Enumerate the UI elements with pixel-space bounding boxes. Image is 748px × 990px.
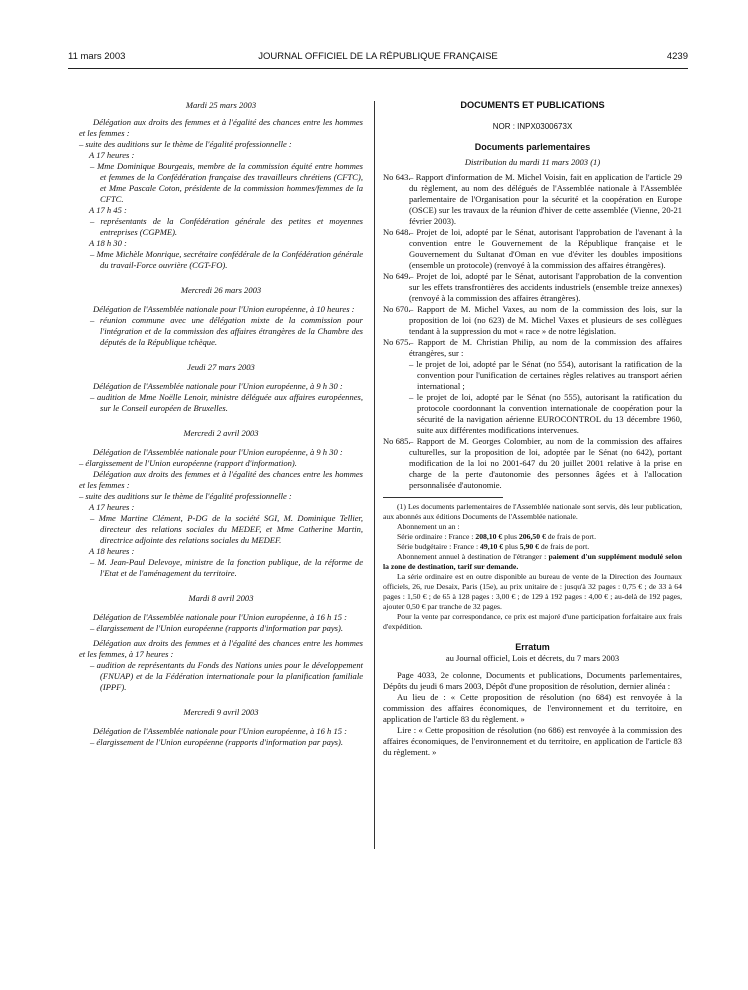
footnote-block <box>383 502 682 632</box>
foreign-subscription: Abonnement annuel à destination de l'étranger : paiement d'un supplément modulé selon la zone de destination, tarif sur demande. <box>383 552 682 571</box>
date-heading: Mercredi 2 avril 2003 <box>183 428 259 438</box>
section-title: DOCUMENTS ET PUBLICATIONS <box>460 100 605 110</box>
date-heading: Jeudi 27 mars 2003 <box>187 362 255 372</box>
entry-text: – Projet de loi, adopté par le Sénat, autorisant l'approbation de la convention sur les effets transfrontières des accidents industriels (ensemble treize annexes) (renvoyé à la commission des affaires étrangères). <box>409 271 682 303</box>
date-heading: Mardi 25 mars 2003 <box>185 100 257 110</box>
date-heading: Mercredi 9 avril 2003 <box>183 707 259 717</box>
document-entry <box>383 436 682 491</box>
paragraph: Délégation aux droits des femmes et à l'égalité des chances entre les hommes et les femmes : <box>79 469 363 490</box>
date-heading: Mardi 8 avril 2003 <box>188 593 254 603</box>
time-label: A 18 h 30 : <box>89 238 127 248</box>
paragraph: – réunion commune avec une délégation mixte de la commission pour l'intégration et de la commission des affaires étrangères de la Chambre des députés de la République tchèque. <box>90 315 363 347</box>
paragraph: Délégation de l'Assemblée nationale pour l'Union européenne, à 9 h 30 : <box>93 381 343 391</box>
footnote-text: Pour la vente par correspondance, ce prix est majoré d'une participation forfaitaire aux frais d'expédition. <box>383 612 682 631</box>
paragraph: Délégation aux droits des femmes et à l'égalité des chances entre les hommes et les femmes, à 17 heures : <box>79 638 363 659</box>
nor-reference: NOR : INPX0300673X <box>492 122 573 131</box>
entry-number: No 685. <box>383 436 411 446</box>
entry-number: No 648. <box>383 227 411 237</box>
paragraph: Page 4033, 2e colonne, Documents et publications, Documents parlementaires, Dépôts du jeudi 6 mars 2003, Dépôt d'une proposition de résolution, dernier alinéa : <box>383 670 682 691</box>
paragraph: – élargissement de l'Union européenne (rapports d'information par pays). <box>90 623 343 633</box>
time-label: A 17 heures : <box>89 150 135 160</box>
document-entry <box>383 271 682 304</box>
paragraph: – suite des auditions sur le thème de l'égalité professionnelle : <box>79 139 292 149</box>
footnote-text: La série ordinaire est en outre disponible au bureau de vente de la Direction des Journaux officiels, 26, rue Desaix, Paris (15e), au prix unitaire de : jusqu'à 32 pages : 0,75 € ; de 33 à 64 pages : 1,50 € ; de 65 à 128 pages : 3,00 € ; de 129 à 192 pages : 4,00 € ; au-delà de 192 pages, ajouter 0,50 € par tranche de 32 pages. <box>383 572 682 611</box>
price-line-ordinaire: Série ordinaire : France : 208,10 € plus 206,50 € de frais de port. <box>397 532 596 541</box>
entry-number: No 649. <box>383 271 411 281</box>
entry-number: No 675. <box>383 337 411 347</box>
entry-text: – Rapport de M. Christian Philip, au nom de la commission des affaires étrangères, sur : <box>409 337 682 358</box>
left-column <box>79 100 363 748</box>
time-label: A 18 heures : <box>89 546 135 556</box>
document-entry <box>383 227 682 271</box>
paragraph: Délégation de l'Assemblée nationale pour l'Union européenne, à 10 heures : <box>93 304 355 314</box>
entry-text: – Rapport de M. Georges Colombier, au nom de la commission des affaires culturelles, sur la proposition de loi, adoptée par le Sénat (no 642), portant modification de la loi no 2001-647 du 20 juillet 2001 relative à la prise en charge de la perte d'autonomie des personnes âgées et à l'allocation personnalisée d'autonomie. <box>409 436 682 490</box>
header-page-number: 4239 <box>666 51 688 62</box>
paragraph: – Mme Martine Clément, P-DG de la société SGI, M. Dominique Tellier, directeur des relations sociales du MEDEF, et Mme Catherine Martin, directrice adjointe des relations sociales du MEDEF. <box>90 513 363 545</box>
paragraph: – élargissement de l'Union européenne (rapports d'information par pays). <box>90 737 343 747</box>
paragraph: Délégation de l'Assemblée nationale pour l'Union européenne, à 9 h 30 : <box>93 447 343 457</box>
paragraph: Au lieu de : « Cette proposition de résolution (no 684) est renvoyée à la commission des affaires économiques, de l'environnement et du territoire, en application de l'article 83 du règlement. » <box>383 692 682 724</box>
erratum-title: Erratum <box>515 642 550 652</box>
footnote-text: Abonnement un an : <box>397 522 460 531</box>
paragraph: – audition de Mme Noëlle Lenoir, ministre déléguée aux affaires européennes, sur le Conseil européen de Bruxelles. <box>90 392 363 413</box>
paragraph: – Mme Dominique Bourgeais, membre de la commission équité entre hommes et femmes de la Confédération française des travailleurs chrétiens (CFTC), et Mme Pascale Coton, présidente de la commission hommes/femmes de la CFTC. <box>90 161 363 204</box>
list-item: – le projet de loi, adopté par le Sénat (no 555), autorisant la ratification du protocole coordonnant la convention internationale de coopération pour la sécurité de la navigation aérienne EUROCONTROL du 13 décembre 1960, suite aux différentes modifications intervenues. <box>409 392 682 435</box>
paragraph: Lire : « Cette proposition de résolution (no 686) est renvoyée à la commission des affaires économiques, de l'environnement et du territoire, en application de l'article 83 du règlement. » <box>383 725 682 757</box>
paragraph: – élargissement de l'Union européenne (rapport d'information). <box>79 458 297 468</box>
distribution-line: Distribution du mardi 11 mars 2003 (1) <box>464 157 601 167</box>
column-divider <box>374 101 375 849</box>
entry-text: – Projet de loi, adopté par le Sénat, autorisant l'approbation de l'avenant à la convention entre le Gouvernement de la République française et le Gouvernement du Sultanat d'Oman en vue d'éviter les doubles impositions (ensemble un protocole) (renvoyé à la commission des affaires étrangères). <box>409 227 682 270</box>
entry-text: – Rapport de M. Michel Vaxes, au nom de la commission des lois, sur la proposition de loi (no 623) de M. Michel Vaxes et plusieurs de ses collègues tendant à la suppression du mot « race » de notre législation. <box>409 304 682 336</box>
document-entry <box>383 304 682 337</box>
paragraph: – audition de représentants du Fonds des Nations unies pour le développement (FNUAP) et de la Fédération internationale pour la planification familiale (IPPF). <box>90 660 363 692</box>
paragraph: – représentants de la Confédération générale des petites et moyennes entreprises (CGPME). <box>90 216 363 237</box>
list-item: – le projet de loi, adopté par le Sénat (no 554), autorisant la ratification de la convention pour l'unification de certaines règles relatives au transport aérien international ; <box>409 359 682 391</box>
right-column <box>383 100 682 758</box>
entry-number: No 643. <box>383 172 411 182</box>
date-heading: Mercredi 26 mars 2003 <box>180 285 262 295</box>
page-header <box>68 51 688 67</box>
paragraph: – M. Jean-Paul Delevoye, ministre de la fonction publique, de la réforme de l'Etat et de l'aménagement du territoire. <box>90 557 363 578</box>
price-line-budgetaire: Série budgétaire : France : 49,10 € plus 5,90 € de frais de port. <box>397 542 590 551</box>
document-entry <box>383 337 682 359</box>
entry-text: – Rapport d'information de M. Michel Voisin, fait en application de l'article 29 du règlement, au nom des délégués de l'Assemblée nationale à l'Assemblée parlementaire de l'Organisation pour la sécurité et la coopération en Europe (OSCE) sur les travaux de la réunion d'hiver de cette assemblée (Vienne, 20-21 février 2003). <box>409 172 682 226</box>
time-label: A 17 h 45 : <box>89 205 127 215</box>
paragraph: Délégation aux droits des femmes et à l'égalité des chances entre les hommes et les femmes : <box>79 117 363 138</box>
footnote-text: (1) Les documents parlementaires de l'Assemblée nationale sont servis, dès leur publication, aux abonnés aux éditions Documents de l'Assemblée nationale. <box>383 502 682 521</box>
document-entry <box>383 172 682 227</box>
paragraph: Délégation de l'Assemblée nationale pour l'Union européenne, à 16 h 15 : <box>93 612 347 622</box>
footnote-rule <box>383 497 503 498</box>
header-date: 11 mars 2003 <box>68 51 126 62</box>
paragraph: – suite des auditions sur le thème de l'égalité professionnelle : <box>79 491 292 501</box>
erratum-subtitle: au Journal officiel, Lois et décrets, du 7 mars 2003 <box>445 653 620 663</box>
header-journal-title: JOURNAL OFFICIEL DE LA RÉPUBLIQUE FRANÇAISE <box>258 51 498 62</box>
time-label: A 17 heures : <box>89 502 135 512</box>
paragraph: – Mme Michèle Monrique, secrétaire confédérale de la Confédération générale du travail-Force ouvrière (CGT-FO). <box>90 249 363 270</box>
subsection-title: Documents parlementaires <box>474 142 591 152</box>
paragraph: Délégation de l'Assemblée nationale pour l'Union européenne, à 16 h 15 : <box>93 726 347 736</box>
header-rule <box>68 68 688 69</box>
entry-number: No 670. <box>383 304 411 314</box>
